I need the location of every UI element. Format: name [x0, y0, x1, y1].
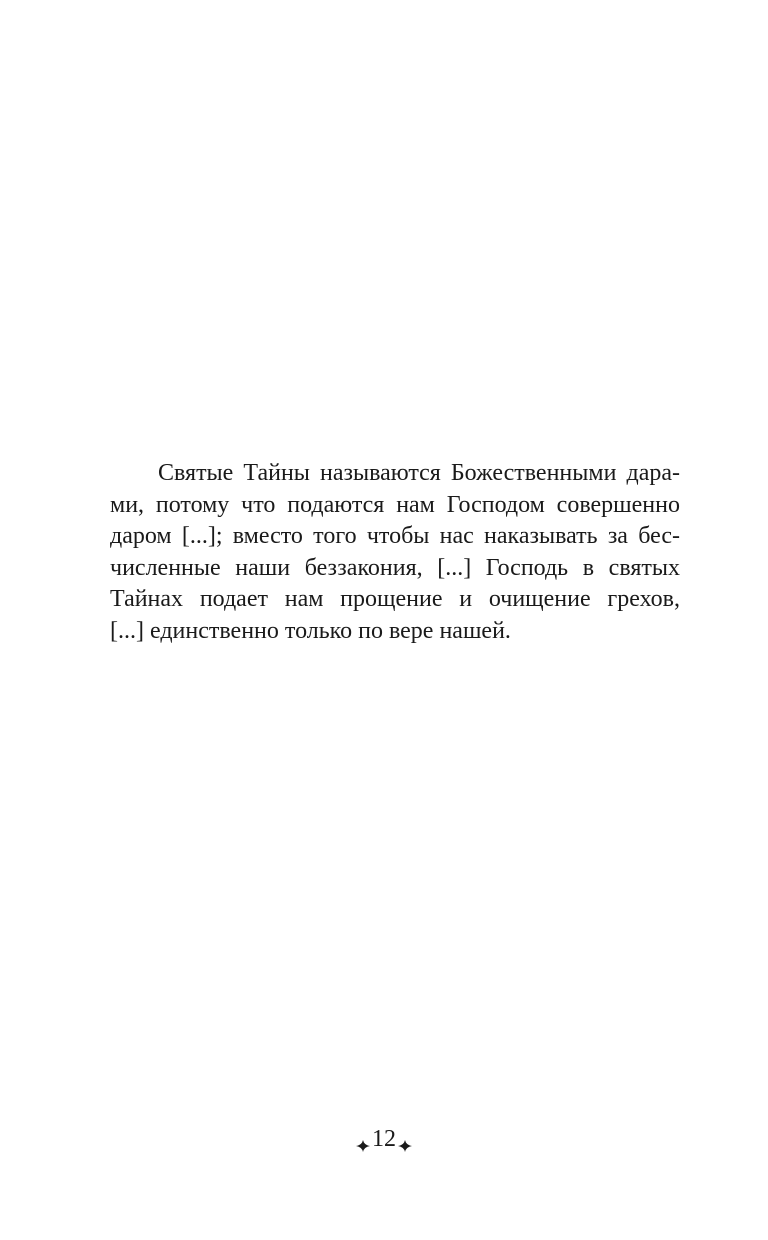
page-number-footer: [0, 1124, 768, 1154]
paragraph-line: Тайнах подает нам прощение и очищение грехов,: [110, 586, 680, 612]
page-number: 12: [372, 1126, 396, 1152]
paragraph-line: численные наши беззакония, [...] Господь в святых: [110, 554, 680, 581]
paragraph-line: Святые Тайны называются Божественными дара-: [158, 460, 680, 486]
paragraph-line: ми, потому что подаются нам Господом совершенно: [110, 491, 680, 518]
paragraph-line: [...] единственно только по вере нашей.: [110, 617, 511, 644]
ornament-right-icon: [397, 1131, 413, 1145]
quote-paragraph: [110, 458, 680, 647]
ornament-left-icon: [355, 1131, 371, 1145]
paragraph-line: даром [...]; вместо того чтобы нас наказывать за бес-: [110, 523, 680, 549]
